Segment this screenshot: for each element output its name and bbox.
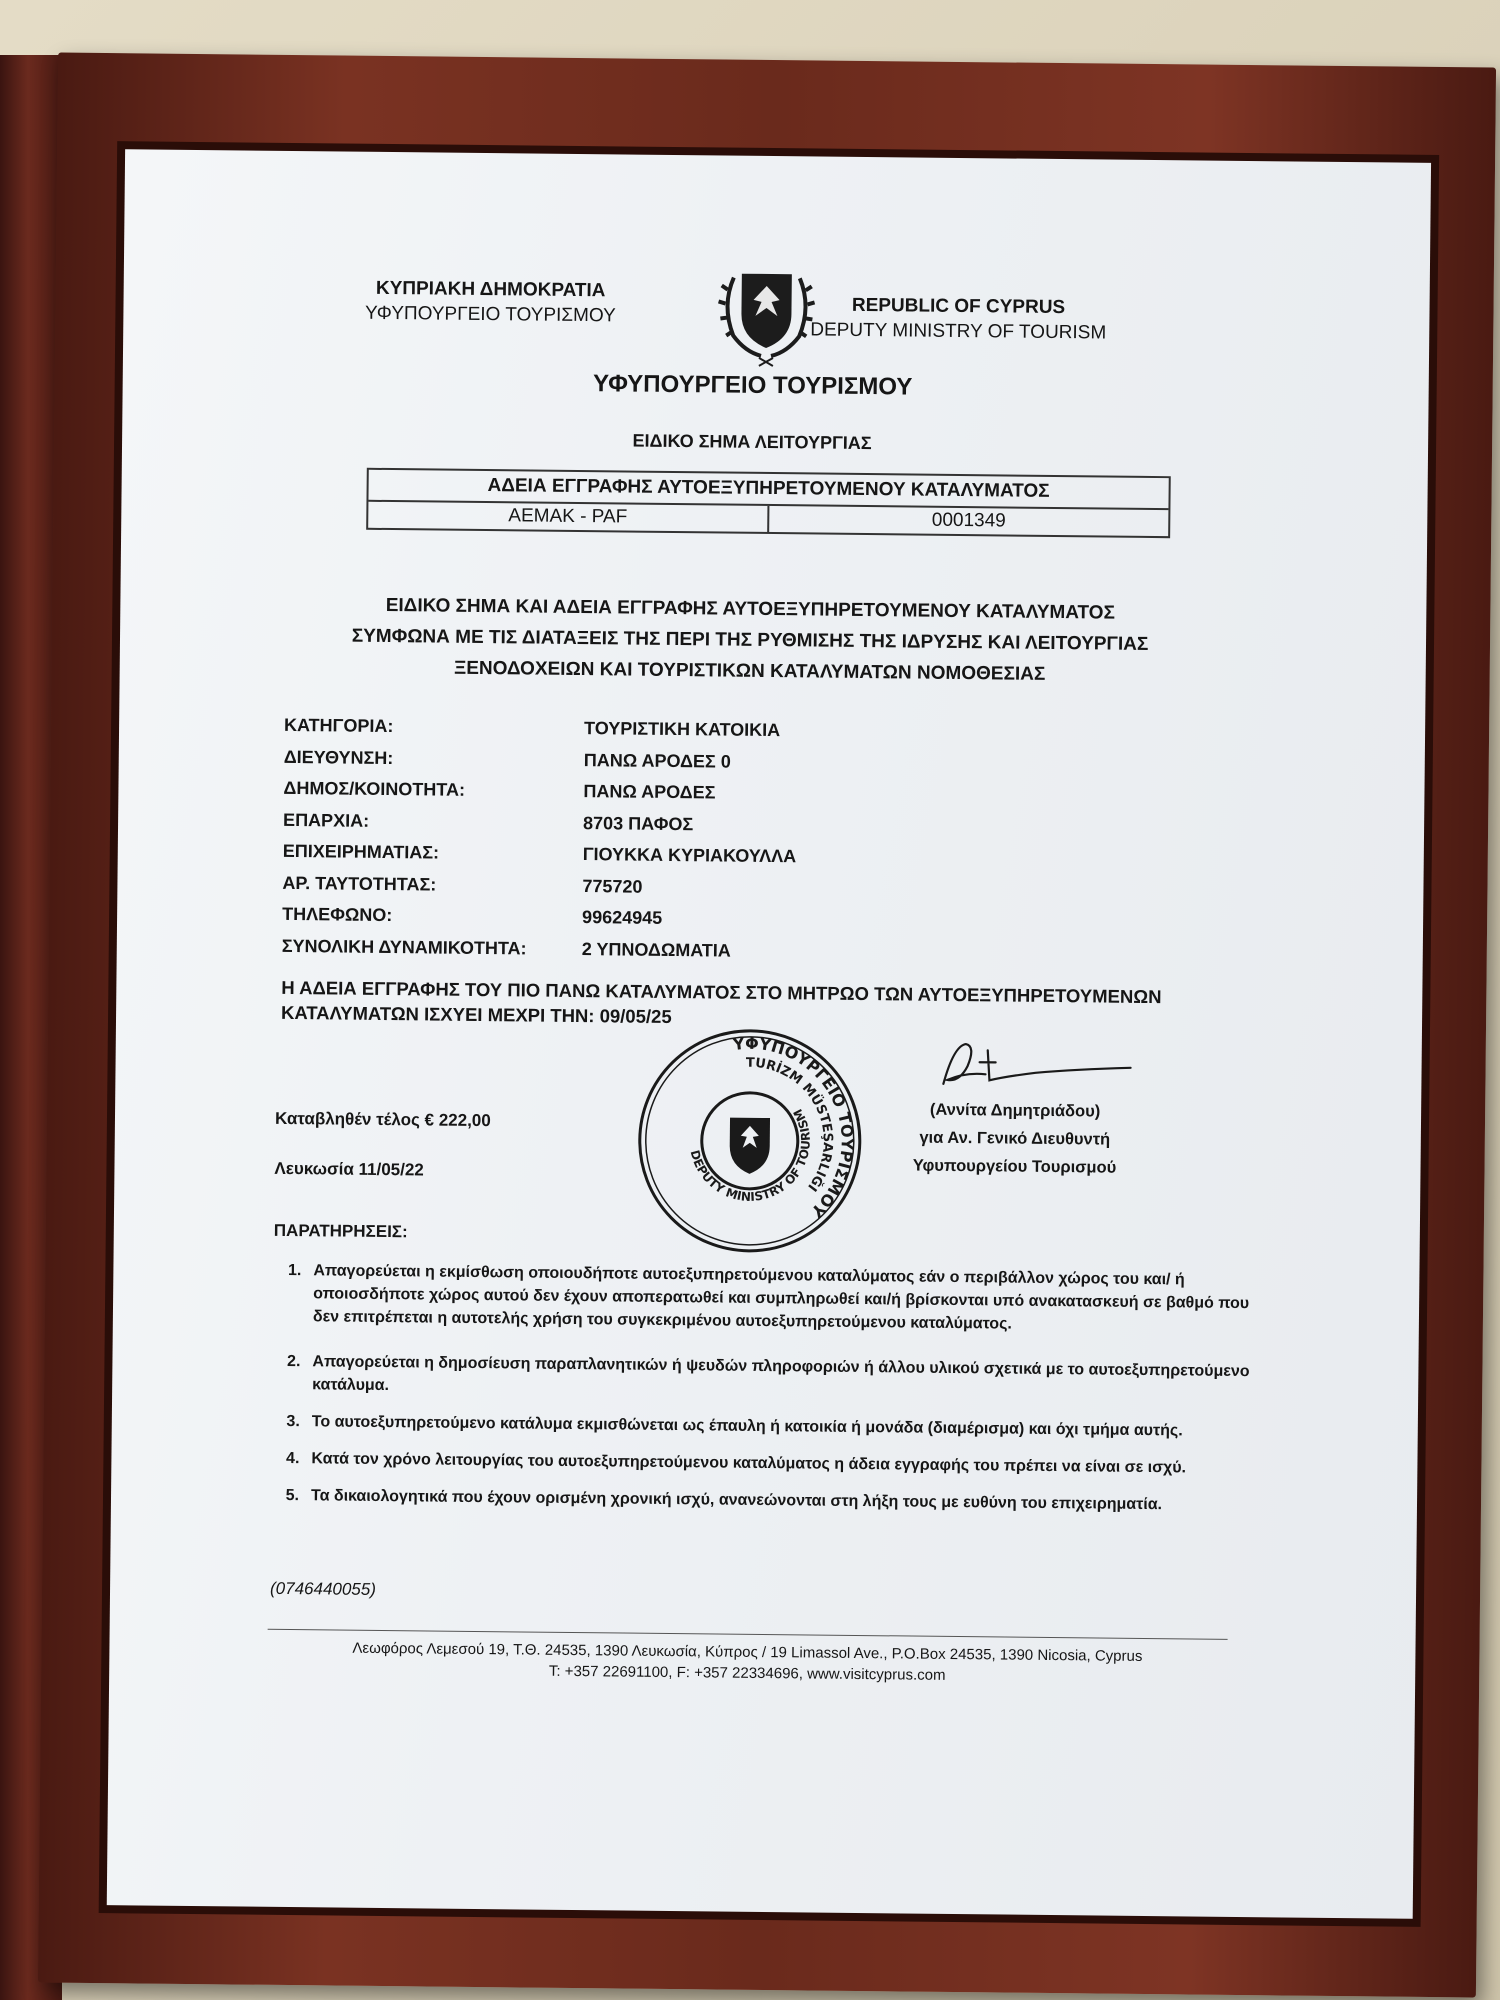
certificate-heading — [290, 589, 1211, 692]
field-label: ΕΠΑΡΧΙΑ: — [283, 809, 370, 831]
remark-number: 5. — [285, 1486, 300, 1505]
remark-item — [272, 1350, 1252, 1406]
ministry-title: ΥΦΥΠΟΥΡΓΕΙΟ ΤΟΥΡΙΣΜΟΥ — [592, 370, 913, 401]
header-left — [355, 276, 626, 329]
heading-line2: ΣΥΜΦΩΝΑ ΜΕ ΤΙΣ ΔΙΑΤΑΞΕΙΣ ΤΗΣ ΠΕΡΙ ΤΗΣ ΡΥΘΜΙΣΗΣ ΤΗΣ ΙΔΡΥΣΗΣ ΚΑΙ ΛΕΙΤΟΥΡΓΙΑΣ — [351, 625, 1149, 655]
validity-line2: ΚΑΤΑΛΥΜΑΤΩΝ ΙΣΧΥΕΙ ΜΕΧΡΙ ΤΗΝ: 09/05/25 — [280, 1001, 672, 1028]
remark-number: 4. — [286, 1449, 300, 1468]
remark-text: Απαγορεύεται η δημοσίευση παραπλανητικών ή ψευδών πληροφοριών ή άλλου υλικού σχετικά με το αυτοεξυπηρετούμενο κατάλυμα. — [312, 1353, 1250, 1395]
remark-number: 1. — [287, 1261, 302, 1280]
stamp-middle-text: TURİZM MÜSTEŞARLIĞI — [745, 1055, 835, 1194]
remark-text: Τα δικαιολογητικά που έχουν ορισμένη χρονική ισχύ, ανανεώνονται στη λήξη τους με ευθύνη του επιχειρηματία. — [310, 1487, 1163, 1514]
footer-address — [267, 1637, 1227, 1689]
field-label: ΤΗΛΕΦΩΝΟ: — [282, 903, 393, 926]
handwritten-signature — [935, 1036, 1136, 1098]
field-value: 2 ΥΠΝΟΔΩΜΑΤΙΑ — [581, 938, 731, 961]
signatory-block — [884, 1095, 1145, 1182]
header-right-line1: REPUBLIC OF CYPRUS — [851, 294, 1066, 319]
field-value: 775720 — [582, 875, 643, 897]
signatory-role1: για Αν. Γενικό Διευθυντή — [919, 1128, 1111, 1149]
remark-number: 3. — [286, 1412, 300, 1431]
field-label: ΑΡ. ΤΑΥΤΟΤΗΤΑΣ: — [282, 872, 437, 895]
remark-text: Το αυτοεξυπηρετούμενο κατάλυμα εκμισθώνεται ως έπαυλη ή κατοικία ή μονάδα (διαμέρισμα) και όχι τμήμα αυτής. — [311, 1413, 1183, 1440]
field-value: ΠΑΝΩ ΑΡΟΔΕΣ — [583, 781, 716, 803]
details-list — [282, 715, 1185, 976]
field-value: ΠΑΝΩ ΑΡΟΔΕΣ 0 — [583, 749, 731, 772]
place-date: Λευκωσία 11/05/22 — [274, 1158, 424, 1180]
field-label: ΔΗΜΟΣ/ΚΟΙΝΟΤΗΤΑ: — [283, 777, 466, 800]
stamp-inner-text: DEPUTY MINISTRY OF TOURISM — [687, 1106, 813, 1205]
field-value: ΤΟΥΡΙΣΤΙΚΗ ΚΑΤΟΙΚΙΑ — [583, 718, 781, 741]
license-box-title: ΑΔΕΙΑ ΕΓΓΡΑΦΗΣ ΑΥΤΟΕΞΥΠΗΡΕΤΟΥΜΕΝΟΥ ΚΑΤΑΛΥΜΑΤΟΣ — [368, 470, 1168, 510]
validity-line1: Η ΑΔΕΙΑ ΕΓΓΡΑΦΗΣ ΤΟΥ ΠΙΟ ΠΑΝΩ ΚΑΤΑΛΥΜΑΤΟΣ ΣΤΟ ΜΗΤΡΩΟ ΤΩΝ ΑΥΤΟΕΞΥΠΗΡΕΤΟΥΜΕΝΩΝ — [281, 976, 1162, 1008]
picture-frame — [38, 53, 1496, 1998]
remarks-list — [271, 1259, 1254, 1531]
header-left-line2: ΥΦΥΠΟΥΡΓΕΙΟ ΤΟΥΡΙΣΜΟΥ — [364, 302, 616, 327]
license-number: 0001349 — [931, 509, 1006, 532]
ministry-stamp — [634, 1025, 866, 1257]
special-sign-title: ΕΙΔΙΚΟ ΣΗΜΑ ΛΕΙΤΟΥΡΓΙΑΣ — [632, 430, 872, 454]
header-right-line2: DEPUTY MINISTRY OF TOURISM — [810, 319, 1107, 344]
license-code: AEMAK - PAF — [368, 502, 769, 532]
remark-item — [273, 1259, 1254, 1338]
remark-item — [271, 1447, 1251, 1480]
footer-line2: T: +357 22691100, F: +357 22334696, www.visitcyprus.com — [548, 1662, 946, 1684]
license-certificate — [107, 149, 1431, 1919]
heading-line1: ΕΙΔΙΚΟ ΣΗΜΑ ΚΑΙ ΑΔΕΙΑ ΕΓΓΡΑΦΗΣ ΑΥΤΟΕΞΥΠΗΡΕΤΟΥΜΕΝΟΥ ΚΑΤΑΛΥΜΑΤΟΣ — [385, 594, 1116, 624]
field-label: ΕΠΙΧΕΙΡΗΜΑΤΙΑΣ: — [282, 840, 440, 863]
remark-item — [272, 1410, 1252, 1443]
header-left-line1: ΚΥΠΡΙΑΚΗ ΔΗΜΟΚΡΑΤΙΑ — [375, 277, 606, 302]
field-label: ΔΙΕΥΘΥΝΣΗ: — [283, 746, 394, 768]
remark-text: Κατά τον χρόνο λειτουργίας του αυτοεξυπηρετούμενου καταλύματος η άδεια εγγραφής του πρέπει να είναι σε ισχύ. — [311, 1450, 1187, 1477]
signatory-name: (Αννίτα Δημητριάδου) — [929, 1100, 1101, 1121]
signatory-role2: Υφυπουργείου Τουρισμού — [912, 1156, 1117, 1177]
field-value: 8703 ΠΑΦΟΣ — [583, 812, 694, 834]
field-label: ΣΥΝΟΛΙΚΗ ΔΥΝΑΜΙΚΟΤΗΤΑ: — [281, 935, 527, 958]
field-label: ΚΑΤΗΓΟΡΙΑ: — [284, 714, 394, 737]
reference-number: (0746440055) — [269, 1578, 377, 1599]
license-box — [366, 468, 1171, 538]
remark-number: 2. — [287, 1352, 301, 1371]
remark-item — [271, 1484, 1251, 1517]
remark-text: Απαγορεύεται η εκμίσθωση οποιουδήποτε αυτοεξυπηρετούμενου καταλύματος εάν ο περιβάλλον χώρος του και/ ή οποιοσδήποτε χώρος αυτού δεν έχουν αποπερατωθεί και συμπληρωθεί και/ή βρίσκονται υπό ανακατασκευή σε βαθμό που δεν επιτρέπεται η αυτοτελής χρήση του συγκεκριμένου αυτοεξυπηρετούμενου καταλύματος. — [312, 1262, 1250, 1333]
frame-mat — [99, 141, 1439, 1927]
fee-paid: Καταβληθέν τέλος € 222,00 — [274, 1108, 491, 1131]
footer-line1: Λεωφόρος Λεμεσού 19, Τ.Θ. 24535, 1390 Λευκωσία, Κύπρος / 19 Limassol Ave., P.O.Box 24535, 1390 Nicosia, Cyprus — [352, 1639, 1143, 1665]
header-right — [793, 292, 1124, 345]
remarks-title: ΠΑΡΑΤΗΡΗΣΕΙΣ: — [273, 1220, 408, 1242]
stamp-outer-text: ΥΦΥΠΟΥΡΓΕΙΟ ΤΟΥΡΙΣΜΟΥ — [731, 1033, 857, 1222]
heading-line3: ΞΕΝΟΔΟΧΕΙΩΝ ΚΑΙ ΤΟΥΡΙΣΤΙΚΩΝ ΚΑΤΑΛΥΜΑΤΩΝ ΝΟΜΟΘΕΣΙΑΣ — [453, 657, 1046, 685]
field-value: ΓΙΟΥΚΚΑ ΚΥΡΙΑΚΟΥΛΛΑ — [582, 844, 797, 867]
field-value: 99624945 — [582, 907, 663, 928]
